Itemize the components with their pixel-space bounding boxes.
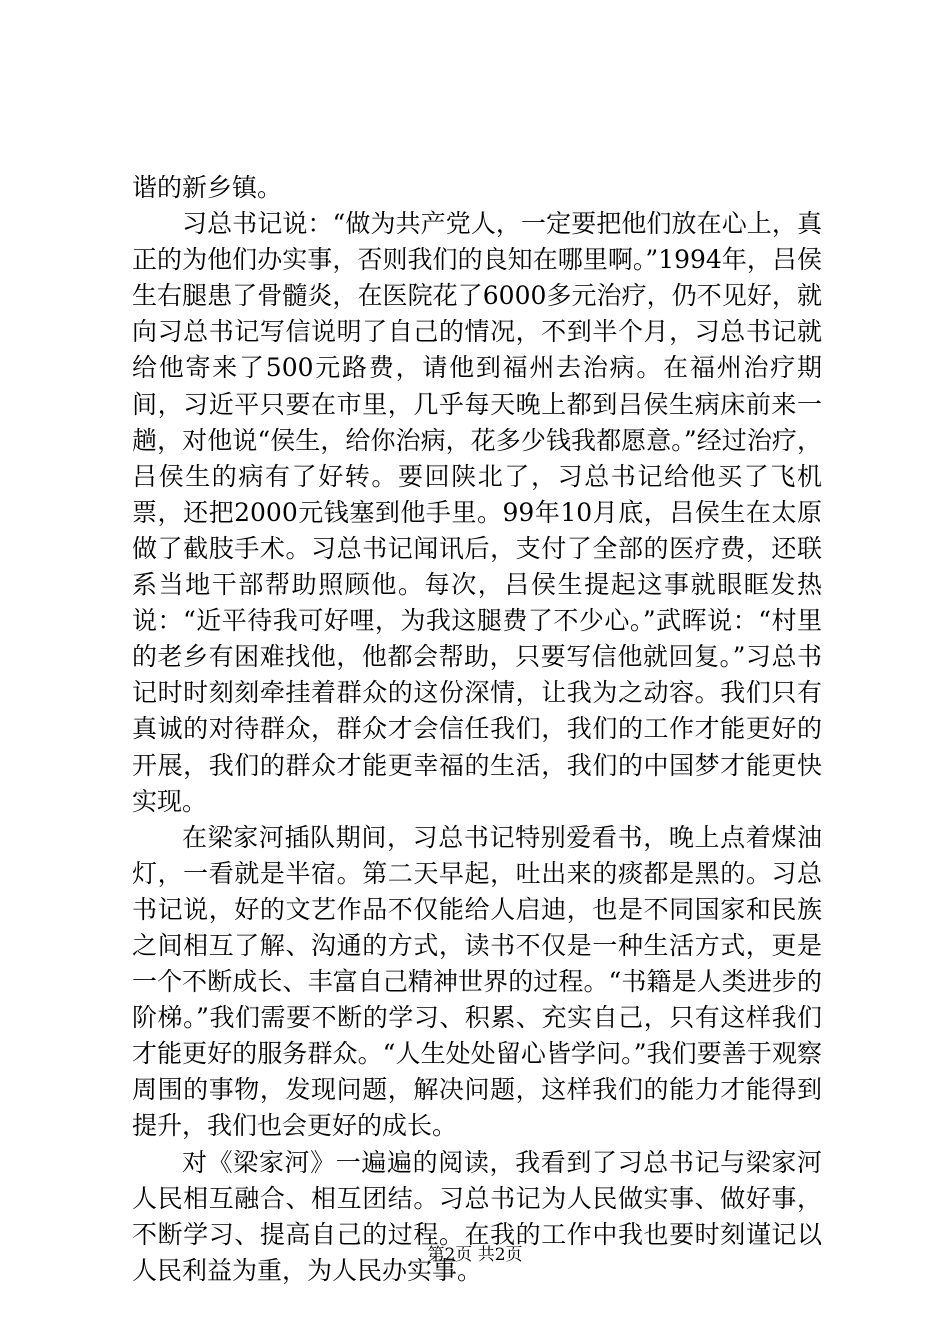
paragraph-lu-housheng: 习总书记说：“做为共产党人，一定要把他们放在心上，真正的为他们办实事，否则我们的良知在哪里啊。”1994年，吕侯生右腿患了骨髓炎，在医院花了6000多元治疗，仍不见好，就向习总书记写信说明了自己的情况，不到半个月，习总书记就给他寄来了500元路费，请他到福州去治病。在福州治疗期间，习近平只要在市里，几乎每天晚上都到吕侯生病床前来一趟，对他说“侯生，给你治病，花多少钱我都愿意。”经过治疗，吕侯生的病有了好转。要回陕北了，习总书记给他买了飞机票，还把2000元钱塞到他手里。99年10月底，吕侯生在太原做了截肢手术。习总书记闻讯后，支付了全部的医疗费，还联系当地干部帮助照顾他。每次，吕侯生提起这事就眼眶发热说：“近平待我可好哩，为我这腿费了不少心。”武晖说：“村里的老乡有困难找他，他都会帮助，只要写信他就回复。”习总书记时时刻刻牵挂着群众的这份深情，让我为之动容。我们只有真诚的对待群众，群众才会信任我们，我们的工作才能更好的开展，我们的群众才能更幸福的生活，我们的中国梦才能更快实现。 bbox=[132, 209, 822, 816]
paragraph-conclusion: 对《梁家河》一遍遍的阅读，我看到了习总书记与梁家河人民相互融合、相互团结。习总书记为人民做实事、做好事，不断学习、提高自己的过程。在我的工作中我也要时刻谨记以人民利益为重，为人民办实事。 bbox=[132, 1147, 822, 1285]
document-body bbox=[132, 170, 822, 1289]
page-number-label: 第2页 共2页 bbox=[427, 1245, 523, 1265]
paragraph-reading: 在梁家河插队期间，习总书记特别爱看书，晚上点着煤油灯，一看就是半宿。第二天早起，吐出来的痰都是黑的。习总书记说，好的文艺作品不仅能给人启迪，也是不同国家和民族之间相互了解、沟通的方式，读书不仅是一种生活方式，更是一个不断成长、丰富自己精神世界的过程。“书籍是人类进步的阶梯。”我们需要不断的学习、积累、充实自己，只有这样我们才能更好的服务群众。“人生处处留心皆学问。”我们要善于观察周围的事物，发现问题，解决问题，这样我们的能力才能得到提升，我们也会更好的成长。 bbox=[132, 822, 822, 1141]
paragraph-continuation: 谐的新乡镇。 bbox=[132, 173, 283, 202]
page-footer bbox=[0, 1244, 950, 1266]
